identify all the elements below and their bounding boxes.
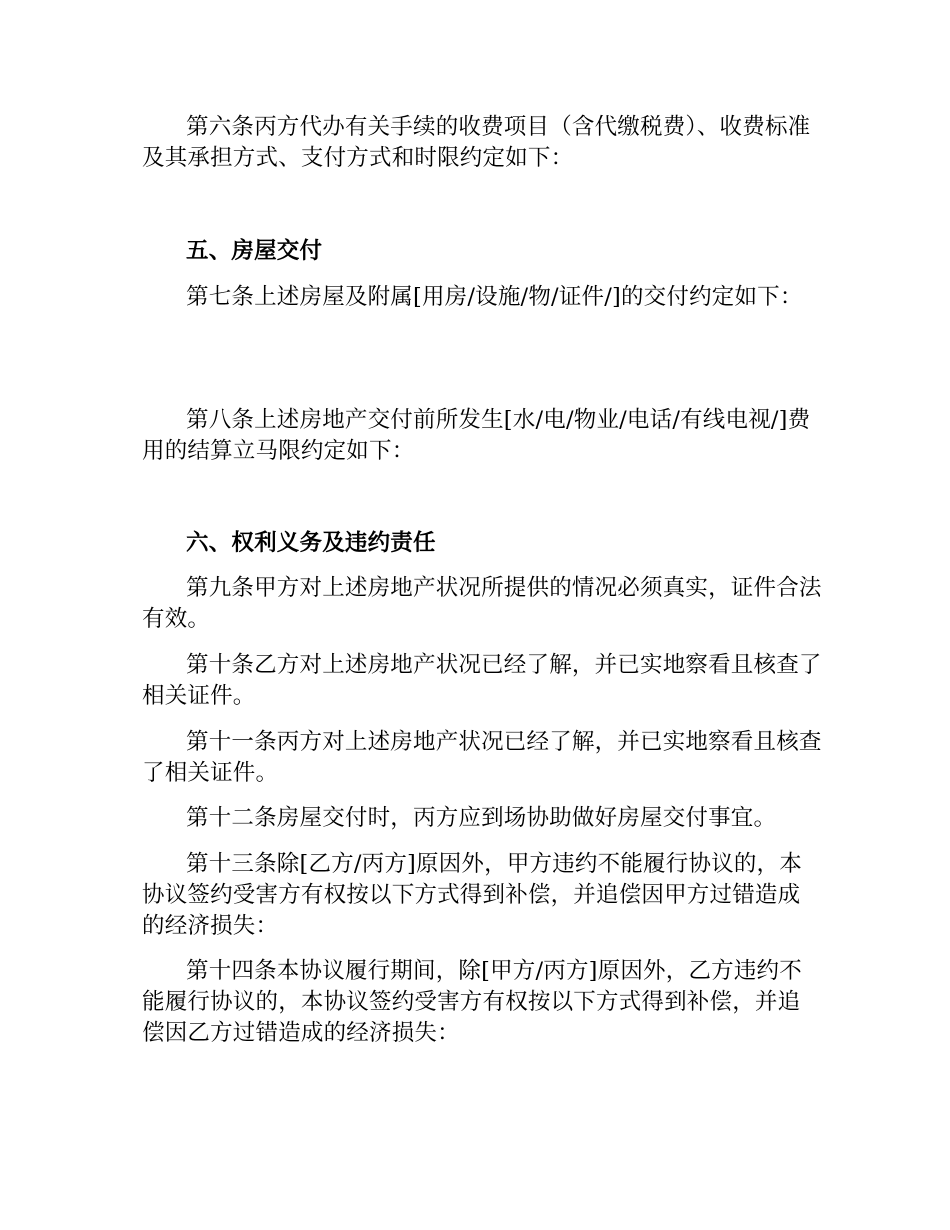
article-10: 第十条乙方对上述房地产状况已经了解，并已实地察看且核查了相关证件。 [142, 652, 822, 709]
section-5-heading: 五、房屋交付 [186, 238, 323, 264]
article-12: 第十二条房屋交付时，丙方应到场协助做好房屋交付事宜。 [186, 805, 777, 831]
section-6-heading: 六、权利义务及违约责任 [186, 530, 436, 556]
article-8: 第八条上述房地产交付前所发生[水/电/物业/电话/有线电视/]费用的结算立马限约定如下： [142, 407, 811, 464]
article-13: 第十三条除[乙方/丙方]原因外，甲方违约不能履行协议的，本协议签约受害方有权按以下方式得到补偿，并追偿因甲方过错造成的经济损失： [142, 851, 802, 939]
article-7: 第七条上述房屋及附属[用房/设施/物/证件/]的交付约定如下： [186, 284, 803, 310]
article-9: 第九条甲方对上述房地产状况所提供的情况必须真实，证件合法有效。 [142, 575, 822, 632]
article-6: 第六条丙方代办有关手续的收费项目（含代缴税费）、收费标准及其承担方式、支付方式和时限约定如下： [142, 114, 811, 171]
article-14: 第十四条本协议履行期间，除[甲方/丙方]原因外，乙方违约不能履行协议的，本协议签约受害方有权按以下方式得到补偿，并追偿因乙方过错造成的经济损失： [142, 958, 802, 1046]
article-11: 第十一条丙方对上述房地产状况已经了解，并已实地察看且核查了相关证件。 [142, 729, 822, 786]
